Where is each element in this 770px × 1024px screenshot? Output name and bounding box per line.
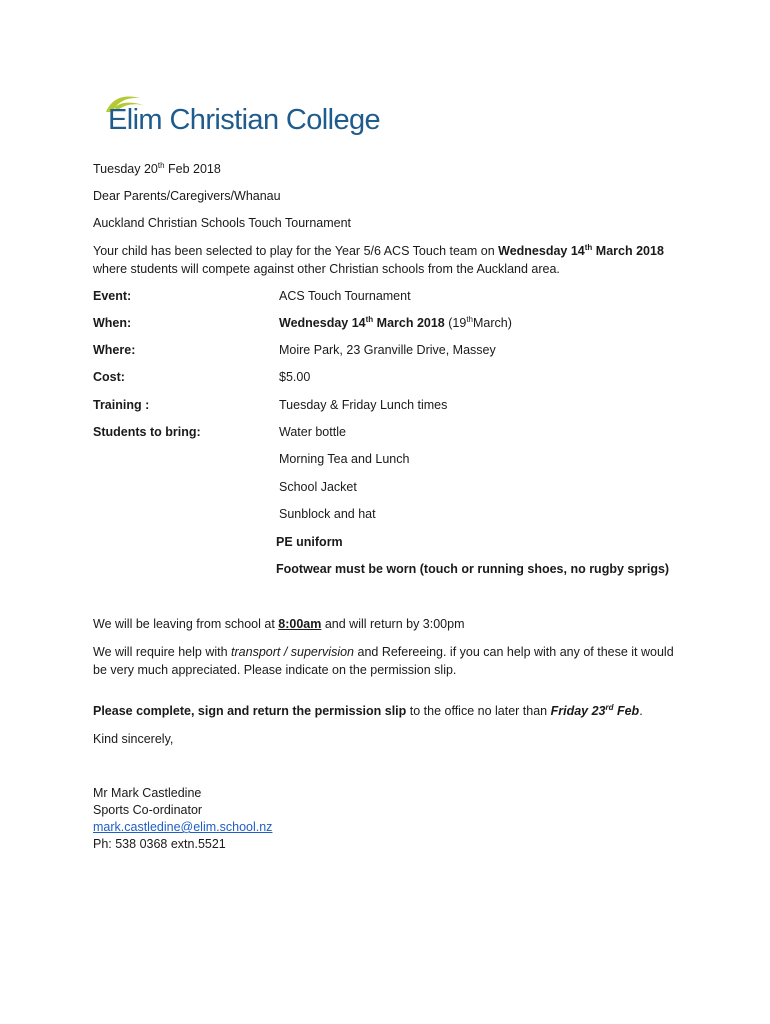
- bring-label: Students to bring:: [93, 425, 201, 439]
- signature-name: Mr Mark Castledine: [93, 786, 202, 800]
- where-label: Where:: [93, 343, 136, 357]
- training-label: Training :: [93, 398, 150, 412]
- bring-item: Water bottle: [279, 425, 346, 439]
- email-link[interactable]: mark.castledine@elim.school.nz: [93, 820, 273, 834]
- return-instruction: Please complete, sign and return the permission slip to the office no later than Friday 23rd Feb.: [93, 702, 643, 718]
- bring-item: Morning Tea and Lunch: [279, 452, 410, 466]
- bring-item: Sunblock and hat: [279, 507, 376, 521]
- college-logo: [96, 92, 381, 144]
- where-value: Moire Park, 23 Granville Drive, Massey: [279, 343, 496, 357]
- bring-item: School Jacket: [279, 480, 357, 494]
- cost-value: $5.00: [279, 370, 311, 384]
- when-value: Wednesday 14th March 2018 (19thMarch): [279, 314, 512, 330]
- cost-label: Cost:: [93, 370, 125, 384]
- phone-number: Ph: 538 0368 extn.5521: [93, 837, 226, 851]
- closing: Kind sincerely,: [93, 732, 174, 746]
- leaving-line: We will be leaving from school at 8:00am and will return by 3:00pm: [93, 617, 465, 631]
- training-value: Tuesday & Friday Lunch times: [279, 398, 448, 412]
- event-label: Event:: [93, 289, 132, 303]
- logo-wordmark: Elim Christian College: [108, 104, 381, 136]
- letter-date: Tuesday 20th Feb 2018: [93, 160, 221, 176]
- bring-item-bold: PE uniform: [276, 535, 343, 549]
- salutation: Dear Parents/Caregivers/Whanau: [93, 189, 281, 203]
- signature-title: Sports Co-ordinator: [93, 803, 203, 817]
- intro-paragraph: Your child has been selected to play for the Year 5/6 ACS Touch team on Wednesday 14th March 2018 where students will compete against other Christian schools from the Auckland area.: [93, 242, 664, 276]
- subject-line: Auckland Christian Schools Touch Tournament: [93, 216, 352, 230]
- bring-item-bold: Footwear must be worn (touch or running shoes, no rugby sprigs): [276, 562, 670, 576]
- event-value: ACS Touch Tournament: [279, 289, 411, 303]
- when-label: When:: [93, 316, 132, 330]
- help-paragraph: We will require help with transport / supervision and Refereeing. if you can help with any of these it would be very much appreciated. Please indicate on the permission slip.: [93, 645, 674, 677]
